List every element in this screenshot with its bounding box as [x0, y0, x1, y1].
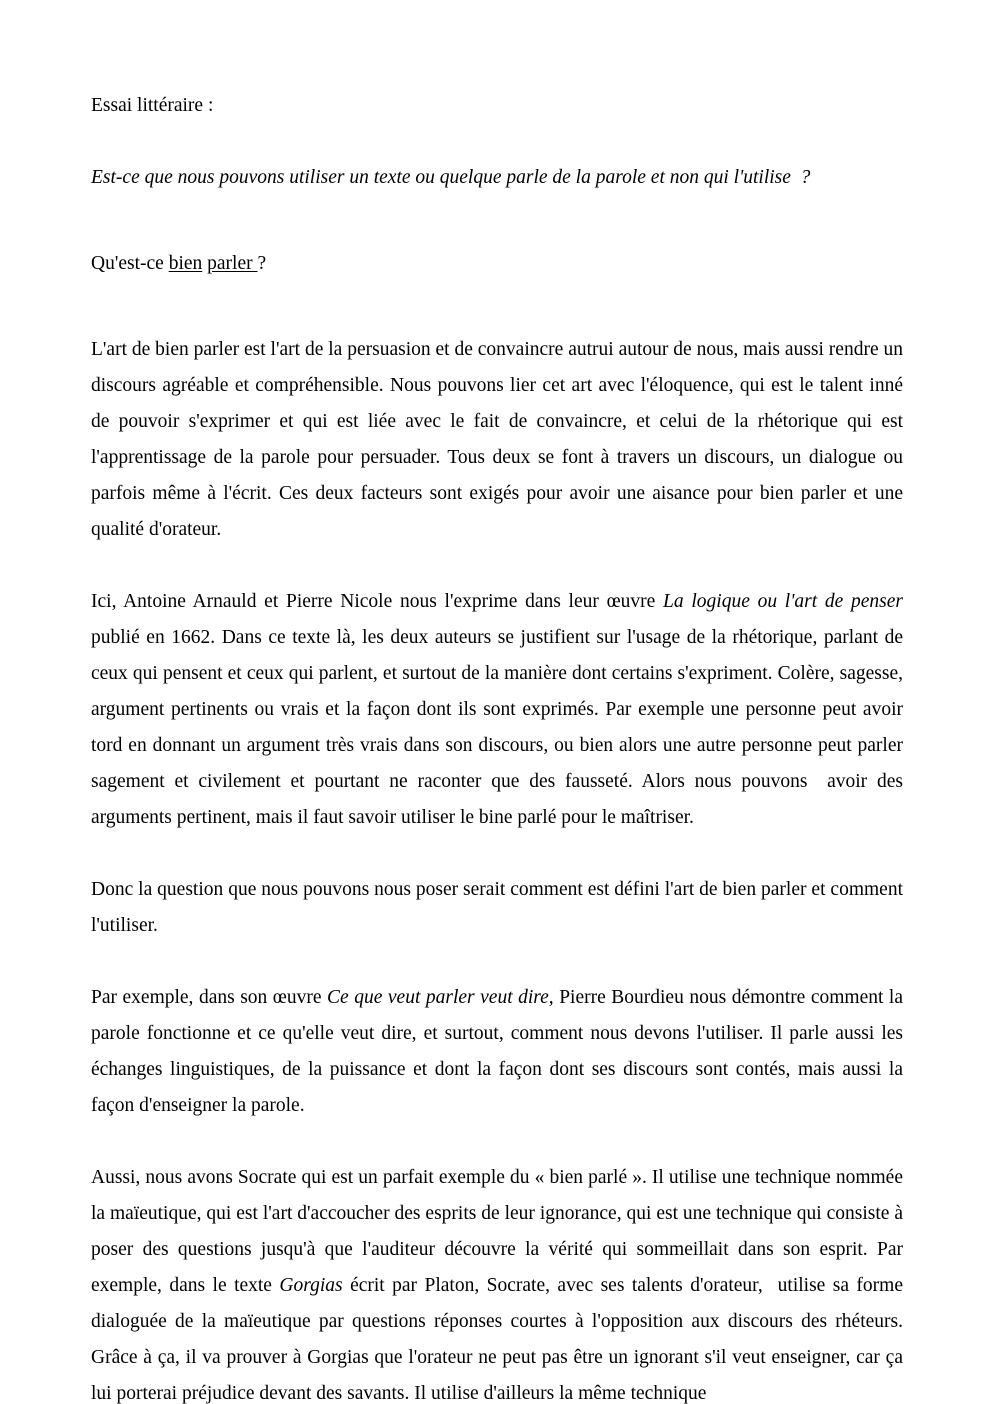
spacer [91, 548, 903, 584]
paragraph-text-segment: Aussi, nous avons Socrate qui est un parfait exemple du « bien parlé ». Il utilise une technique nommée la maïeutique, qui est l'art d'accoucher des esprits de leur ignorance, qui est une technique qui consiste à poser des questions jusqu'à que l'auditeur découvre la vérité qui sommeillait dans son esprit. Par exemple, dans le texte [91, 1167, 908, 1296]
work-title-la-logique: La logique ou l'art de penser [663, 591, 903, 612]
spacer [91, 836, 903, 872]
section-question-underlined-parler: parler [207, 253, 258, 274]
paragraph-art-de-bien-parler: L'art de bien parler est l'art de la persuasion et de convaincre autrui autour de nous, mais aussi rendre un discours agréable et compréhensible. Nous pouvons lier cet art avec l'éloquence, qui est le talent inné de pouvoir s'exprimer et qui est liée avec le fait de convaincre, et celui de la rhétorique qui est l'apprentissage de la parole pour persuader. Tous deux se font à travers un discours, un dialogue ou parfois même à l'écrit. Ces deux facteurs sont exigés pour avoir une aisance pour bien parler et une qualité d'orateur. [91, 339, 908, 540]
section-question-suffix: ? [257, 253, 267, 274]
work-title-gorgias: Gorgias [279, 1275, 343, 1296]
spacer [91, 124, 903, 160]
paragraph-socrate [91, 1160, 908, 1404]
paragraph-text-segment: écrit par Platon, Socrate, avec ses talents d'orateur, utilise sa forme dialoguée de la maïeutique par questions réponses courtes à l'opposition aux discours des rhéteurs. Grâce à ça, il va prouver à Gorgias que l'orateur ne peut pas être un ignorant s'il veut enseigner, car ça lui porterai préjudice devant des savants. Il utilise d'ailleurs la même technique [91, 1275, 908, 1404]
paragraph-donc-la-question: Donc la question que nous pouvons nous poser serait comment est défini l'art de bien parler et comment l'utiliser. [91, 879, 908, 936]
paragraph-text-segment: Pierre Bourdieu nous démontre comment la parole fonctionne et ce qu'elle veut dire, et surtout, comment nous devons l'utiliser. Il parle aussi les échanges linguistiques, de la puissance et dont la façon dont ses discours sont contés, mais aussi la façon d'enseigner la parole. [91, 987, 908, 1116]
paragraph-text-segment: Ici, Antoine Arnauld et Pierre Nicole nous l'exprime dans leur œuvre [91, 591, 664, 612]
section-question-underlined-bien: bien [168, 253, 203, 274]
paragraph-arnauld-nicole [91, 584, 908, 836]
document-heading: Essai littéraire : [91, 95, 214, 116]
work-title-ce-que-veut-parler-veut-dire: Ce que veut parler veut dire, [327, 987, 554, 1008]
spacer [91, 282, 903, 332]
spacer [91, 1124, 903, 1160]
section-question-prefix: Qu'est-ce [91, 253, 169, 274]
section-question [91, 246, 903, 282]
paragraph-bourdieu [91, 980, 908, 1124]
paragraph-text-segment: publié en 1662. Dans ce texte là, les deux auteurs se justifient sur l'usage de la rhétorique, parlant de ceux qui pensent et ceux qui parlent, et surtout de la manière dont certains s'expriment. Colère, sagesse, argument pertinents ou vrais et la façon dont ils sont exprimés. Par exemple une personne peut avoir tord en donnant un argument très vrais dans son discours, ou bien alors une autre personne peut parler sagement et civilement et pourtant ne raconter que des fausseté. Alors nous pouvons avoir des arguments pertinent, mais il faut savoir utiliser le bine parlé pour le maîtriser. [91, 591, 908, 828]
subject-question: Est-ce que nous pouvons utiliser un texte ou quelque parle de la parole et non qui l'utilise ? [91, 167, 811, 188]
document-body [91, 88, 908, 1404]
paragraph-text-segment: Par exemple, dans son œuvre [91, 987, 328, 1008]
spacer [91, 196, 903, 246]
spacer [91, 944, 903, 980]
